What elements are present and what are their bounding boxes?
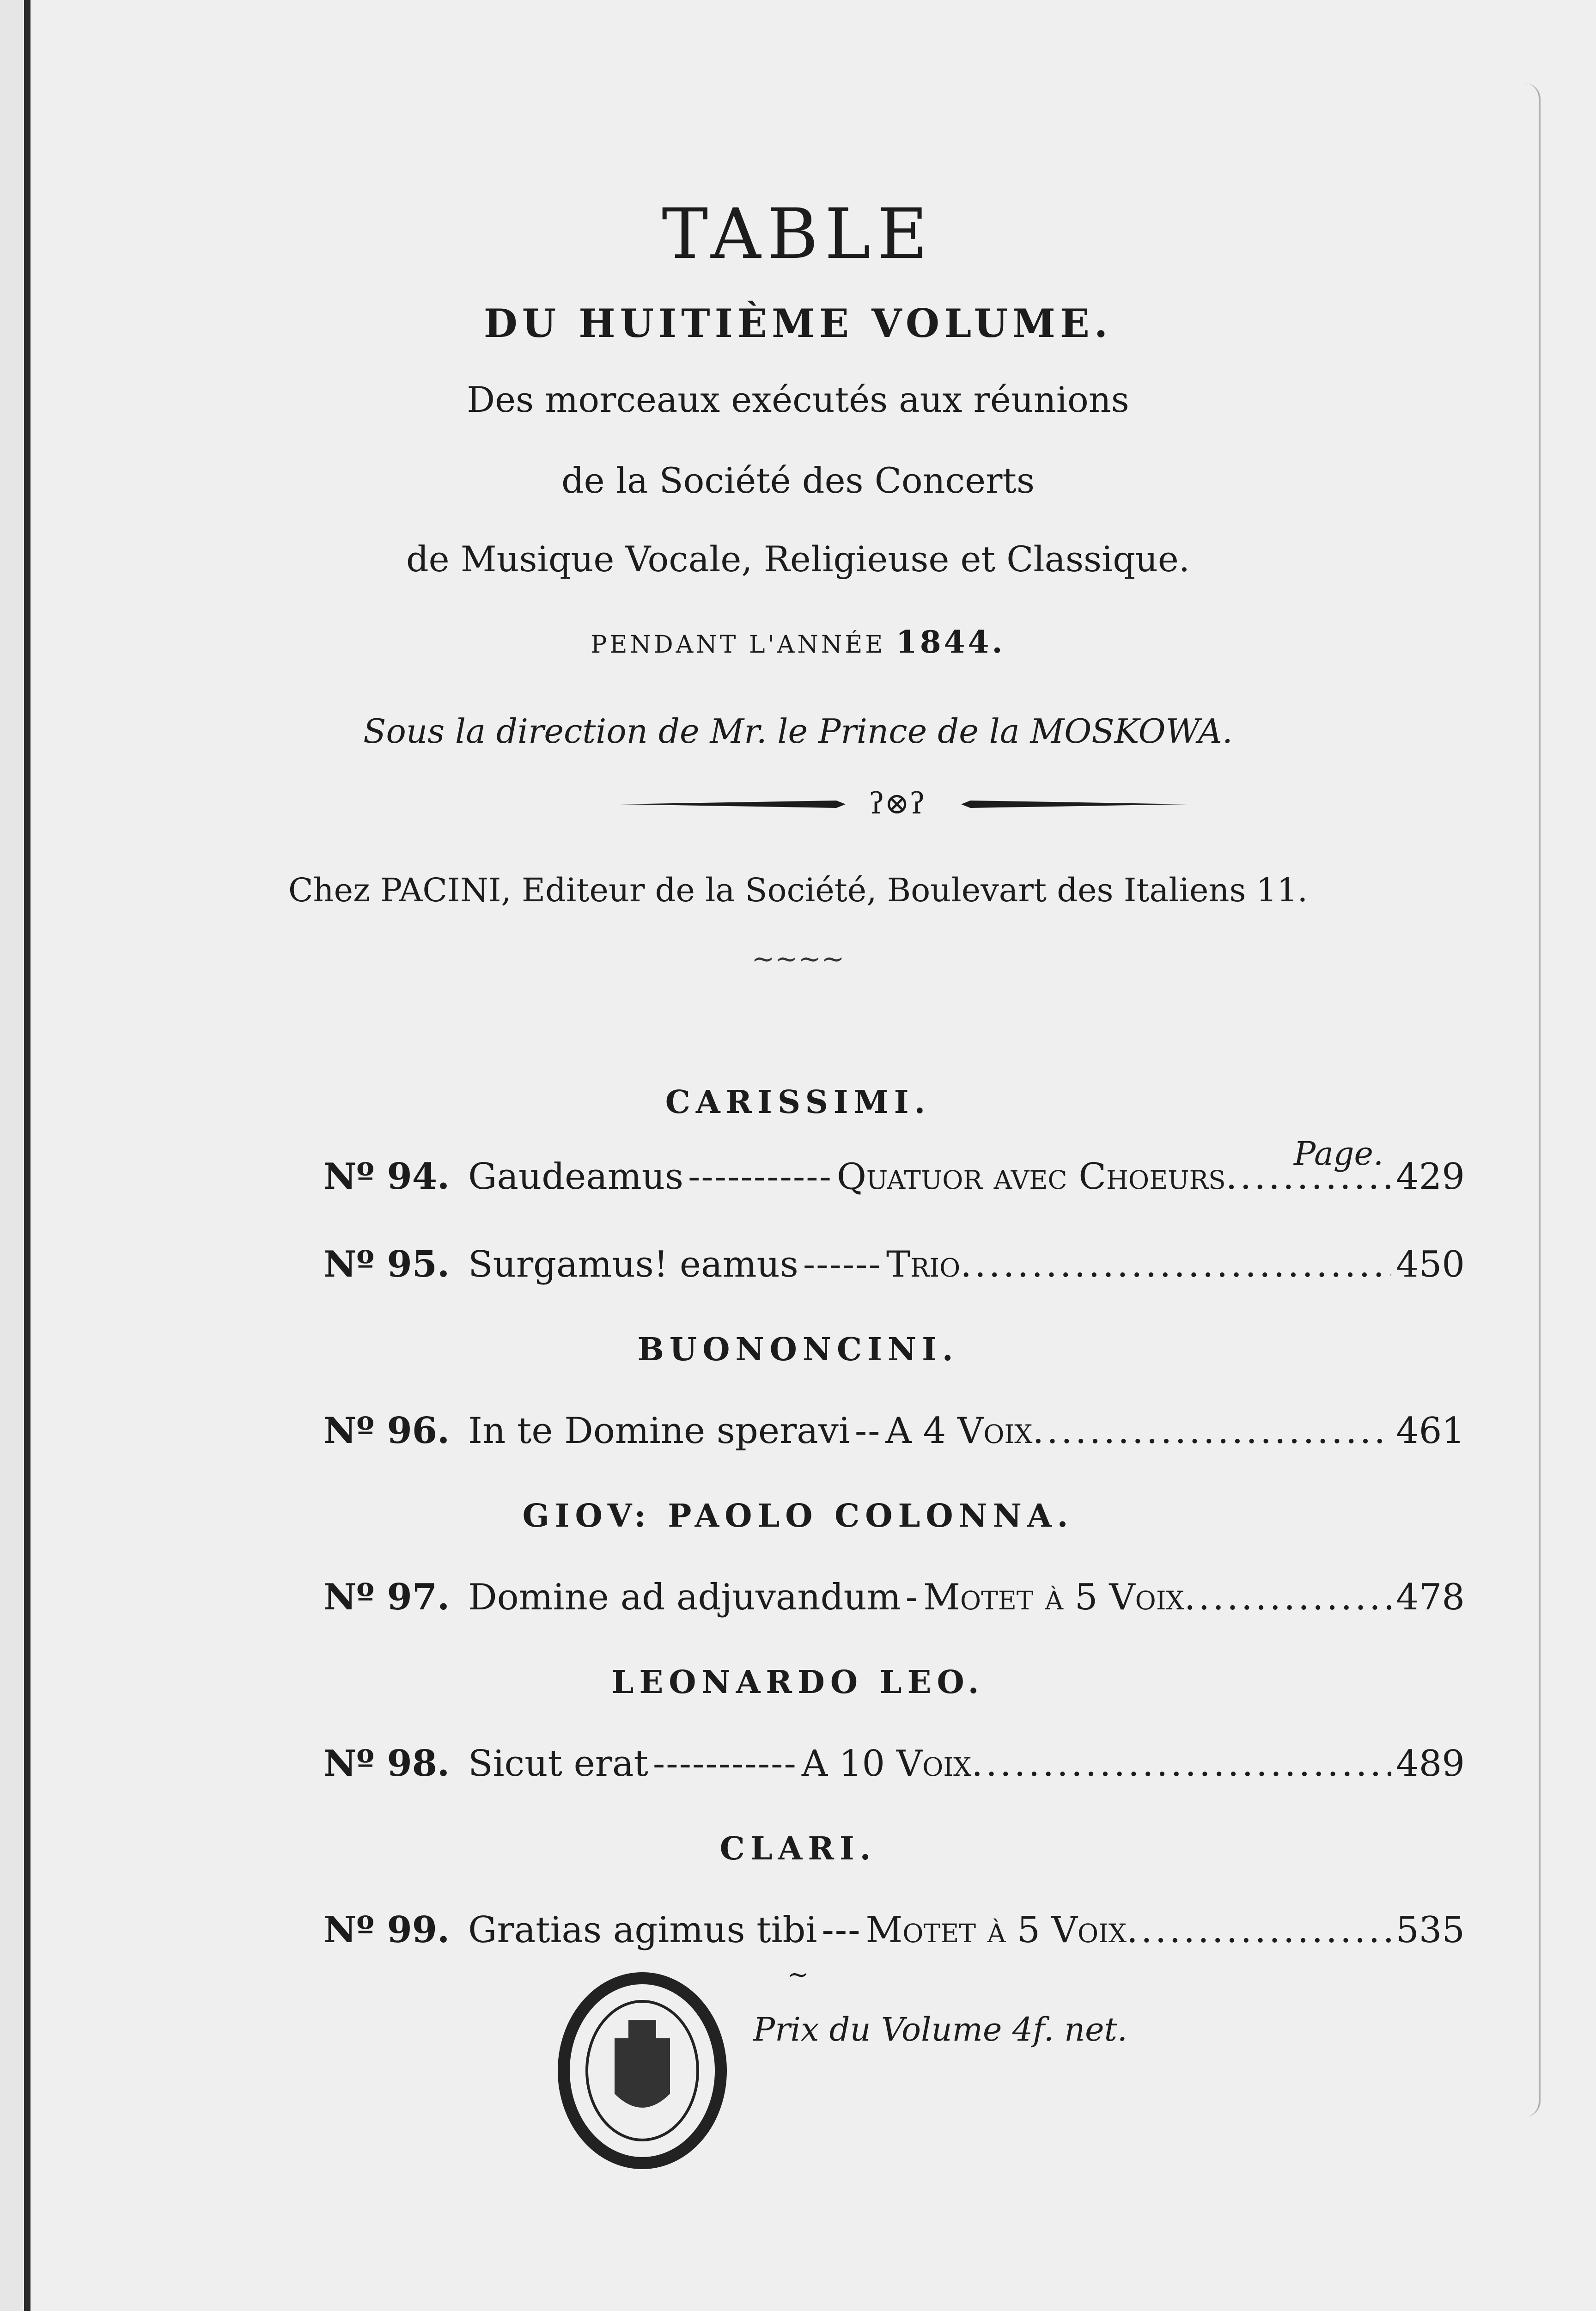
year-line [0, 624, 1596, 660]
volume-subtitle: DU HUITIÈME VOLUME. [483, 300, 1113, 346]
entry-page: 489 [1396, 1743, 1465, 1785]
entry-title: In te Domine speravi [468, 1410, 850, 1452]
entry-number: Nº 94. [323, 1156, 450, 1198]
dot-leader [960, 1244, 1391, 1285]
entry-title: Surgamus! eamus [468, 1244, 798, 1285]
dot-leader [1127, 1909, 1391, 1951]
entry-page: 478 [1396, 1577, 1465, 1618]
entry-title: Sicut erat [468, 1743, 648, 1785]
year-prefix: PENDANT L'ANNÉE [591, 631, 886, 659]
composer-heading: LEONARDO LEO. [611, 1664, 985, 1701]
dot-leader [1226, 1156, 1391, 1198]
toc-entry [323, 1909, 1465, 1960]
entry-number: Nº 98. [323, 1742, 450, 1785]
entry-page: 450 [1396, 1244, 1465, 1285]
year-value: 1844. [895, 624, 1005, 660]
entry-dash: - [905, 1577, 919, 1618]
entry-voicing: Motet à 5 Voix [923, 1577, 1184, 1618]
composer-heading: GIOV: PAOLO COLONNA. [522, 1498, 1074, 1535]
composer-heading: CARISSIMI. [665, 1084, 931, 1121]
toc-entry [323, 1156, 1465, 1206]
intro-line-1: Des morceaux exécutés aux réunions [467, 379, 1129, 420]
dot-leader [1184, 1577, 1391, 1618]
intro-line-2: de la Société des Concerts [561, 460, 1035, 501]
svg-text:ʔ⊗ʔ: ʔ⊗ʔ [869, 787, 926, 821]
entry-number: Nº 95. [323, 1243, 450, 1285]
page-column-label: Page. [1294, 1135, 1384, 1173]
entry-title: Domine ad adjuvandum [468, 1577, 901, 1618]
entry-dash: ----------- [652, 1743, 797, 1785]
dot-leader [1032, 1410, 1391, 1452]
page-title: TABLE [662, 194, 934, 275]
entry-voicing: Quatuor avec Choeurs [836, 1156, 1226, 1198]
publisher-line: Chez PACINI, Editeur de la Société, Boulevart des Italiens 11. [288, 871, 1308, 909]
volume-price: Prix du Volume 4f. net. [753, 2011, 1127, 2048]
toc-entry [323, 1243, 1465, 1294]
toc-entry [323, 1576, 1465, 1627]
entry-title: Gaudeamus [468, 1156, 684, 1198]
ornament-divider-icon [619, 786, 1188, 823]
entry-dash: ----------- [688, 1156, 832, 1198]
entry-title: Gratias agimus tibi [468, 1909, 817, 1951]
composer-heading: CLARI. [719, 1830, 877, 1867]
direction-line: Sous la direction de Mr. le Prince de la MOSKOWA. [363, 712, 1233, 751]
entry-voicing: Motet à 5 Voix [865, 1909, 1127, 1951]
entry-page: 535 [1396, 1909, 1465, 1951]
entry-dash: -- [854, 1410, 881, 1452]
entry-number: Nº 96. [323, 1410, 450, 1452]
dot-leader [971, 1743, 1391, 1785]
entry-voicing: A 4 Voix [885, 1410, 1033, 1452]
library-stamp-icon [554, 1969, 730, 2172]
entry-page: 429 [1396, 1156, 1465, 1198]
intro-line-3: de Musique Vocale, Religieuse et Classique. [406, 538, 1190, 580]
toc-entry [323, 1742, 1465, 1793]
entry-voicing: Trio [886, 1244, 961, 1285]
swung-dash-small: ~ [787, 1960, 809, 1990]
toc-entry [323, 1410, 1465, 1461]
entry-voicing: A 10 Voix [801, 1743, 972, 1785]
composer-heading: BUONONCINI. [637, 1331, 959, 1368]
entry-number: Nº 97. [323, 1576, 450, 1618]
entry-number: Nº 99. [323, 1909, 450, 1951]
entry-page: 461 [1396, 1410, 1465, 1452]
swung-dash-divider: ~~~~ [751, 943, 845, 975]
entry-dash: --- [822, 1909, 861, 1951]
entry-dash: ------ [803, 1244, 882, 1285]
